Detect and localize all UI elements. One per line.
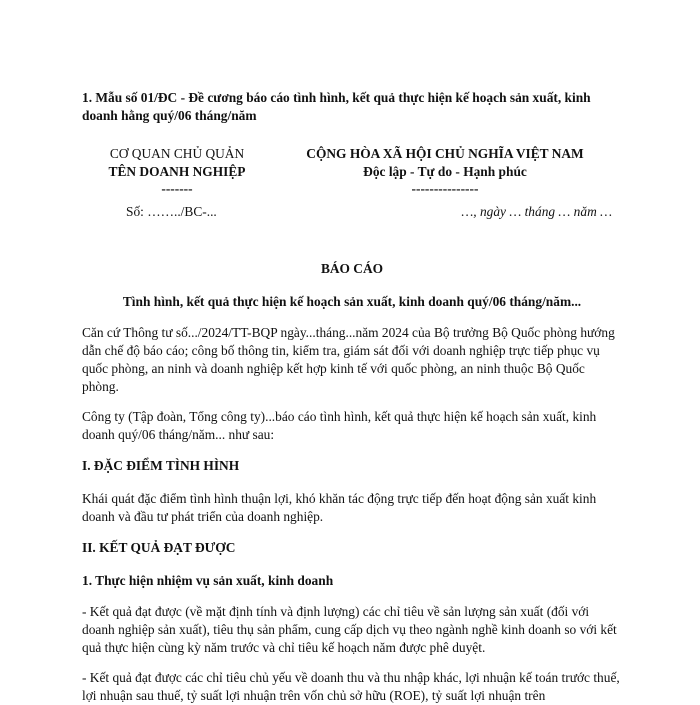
section-1-title: I. ĐẶC ĐIỂM TÌNH HÌNH <box>82 458 240 473</box>
bullet-revenue-results: - Kết quả đạt được các chỉ tiêu chủ yếu về doanh thu và thu nhập khác, lợi nhuận kế toán trước thuế, lợi nhuận sau thuế, tỷ suất lợi nhuận trên vốn chủ sở hữu (ROE), tỷ suất lợi nhuận trên <box>82 670 620 703</box>
intro-paragraph: Công ty (Tập đoàn, Tổng công ty)...báo cáo tình hình, kết quả thực hiện kế hoạch sản xuất, kinh doanh quý/06 tháng/năm... như sau: <box>82 409 597 442</box>
section-1-text: Khái quát đặc điểm tình hình thuận lợi, khó khăn tác động trực tiếp đến hoạt động sản xuất kinh doanh và đầu tư phát triển của doanh nghiệp. <box>82 491 597 524</box>
legal-basis-paragraph: Căn cứ Thông tư số.../2024/TT-BQP ngày...tháng...năm 2024 của Bộ trưởng Bộ Quốc phòng hướng dẫn chế độ báo cáo; công bố thông tin, kiểm tra, giám sát đối với doanh nghiệp trực tiếp phục vụ quốc phòng, an ninh và doanh nghiệp kết hợp kinh tế với quốc phòng, an ninh thuộc Bộ Quốc phòng. <box>82 325 615 394</box>
national-title: CỘNG HÒA XÃ HỘI CHỦ NGHĨA VIỆT NAM <box>306 146 584 161</box>
report-subtitle: Tình hình, kết quả thực hiện kế hoạch sản xuất, kinh doanh quý/06 tháng/năm... <box>122 294 582 309</box>
date-line: …, ngày … tháng … năm … <box>461 204 612 219</box>
left-header-divider: ------- <box>161 181 193 196</box>
national-motto: Độc lập - Tự do - Hạnh phúc <box>363 164 527 179</box>
form-heading: 1. Mẫu số 01/ĐC - Đề cương báo cáo tình hình, kết quả thực hiện kế hoạch sản xuất, kinh doanh hằng quý/06 tháng/năm <box>82 90 591 123</box>
bullet-output-results: - Kết quả đạt được (về mặt định tính và định lượng) các chỉ tiêu về sản lượng sản xuất (đối với doanh nghiệp sản xuất), tiêu thụ sản phẩm, cung cấp dịch vụ theo ngành nghề kinh doanh so với kết quả thực hiện cùng kỳ năm trước và chỉ tiêu kế hoạch năm được phê duyệt. <box>82 604 617 655</box>
agency-name: CƠ QUAN CHỦ QUẢN <box>109 146 245 161</box>
subsection-1-title: 1. Thực hiện nhiệm vụ sản xuất, kinh doanh <box>82 573 334 588</box>
enterprise-name: TÊN DOANH NGHIỆP <box>108 164 246 179</box>
right-header-divider: --------------- <box>411 181 479 196</box>
section-2-title: II. KẾT QUẢ ĐẠT ĐƯỢC <box>82 540 236 555</box>
document-number: Số: ……../BC-... <box>126 204 217 219</box>
report-title: BÁO CÁO <box>320 261 384 276</box>
